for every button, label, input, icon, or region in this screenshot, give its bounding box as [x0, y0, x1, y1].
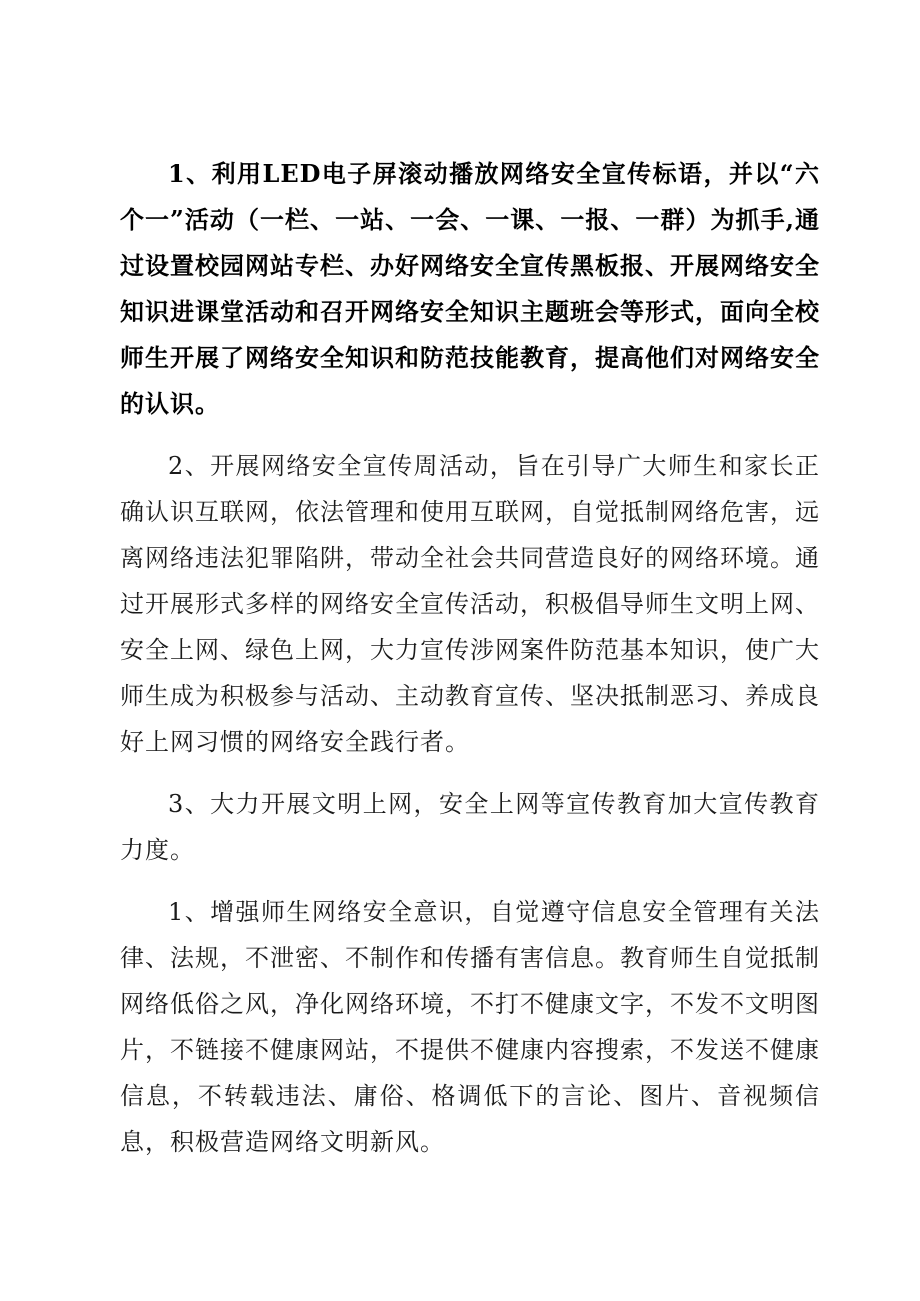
document-body [120, 151, 820, 1165]
paragraph-1: 1、利用LED电子屏滚动播放网络安全宣传标语，并以“六个一”活动（一栏、一站、一会、一课、一报、一群）为抓手,通过设置校园网站专栏、办好网络安全宣传黑板报、开展网络安全知识进课堂活动和召开网络安全知识主题班会等形式，面向全校师生开展了网络安全知识和防范技能教育，提高他们对网络安全的认识。 [120, 159, 820, 418]
paragraph-4: 1、增强师生网络安全意识，自觉遵守信息安全管理有关法律、法规，不泄密、不制作和传播有害信息。教育师生自觉抵制网络低俗之风，净化网络环境，不打不健康文字，不发不文明图片，不链接不健康网站，不提供不健康内容搜索，不发送不健康信息，不转载违法、庸俗、格调低下的言论、图片、音视频信息，积极营造网络文明新风。 [120, 898, 820, 1156]
paragraph-2: 2、开展网络安全宣传周活动，旨在引导广大师生和家长正确认识互联网，依法管理和使用互联网，自觉抵制网络危害，远离网络违法犯罪陷阱，带动全社会共同营造良好的网络环境。通过开展形式多样的网络安全宣传活动，积极倡导师生文明上网、安全上网、绿色上网，大力宣传涉网案件防范基本知识，使广大师生成为积极参与活动、主动教育宣传、坚决抵制恶习、养成良好上网习惯的网络安全践行者。 [120, 452, 820, 756]
paragraph-3: 3、大力开展文明上网，安全上网等宣传教育加大宣传教育力度。 [120, 790, 820, 864]
